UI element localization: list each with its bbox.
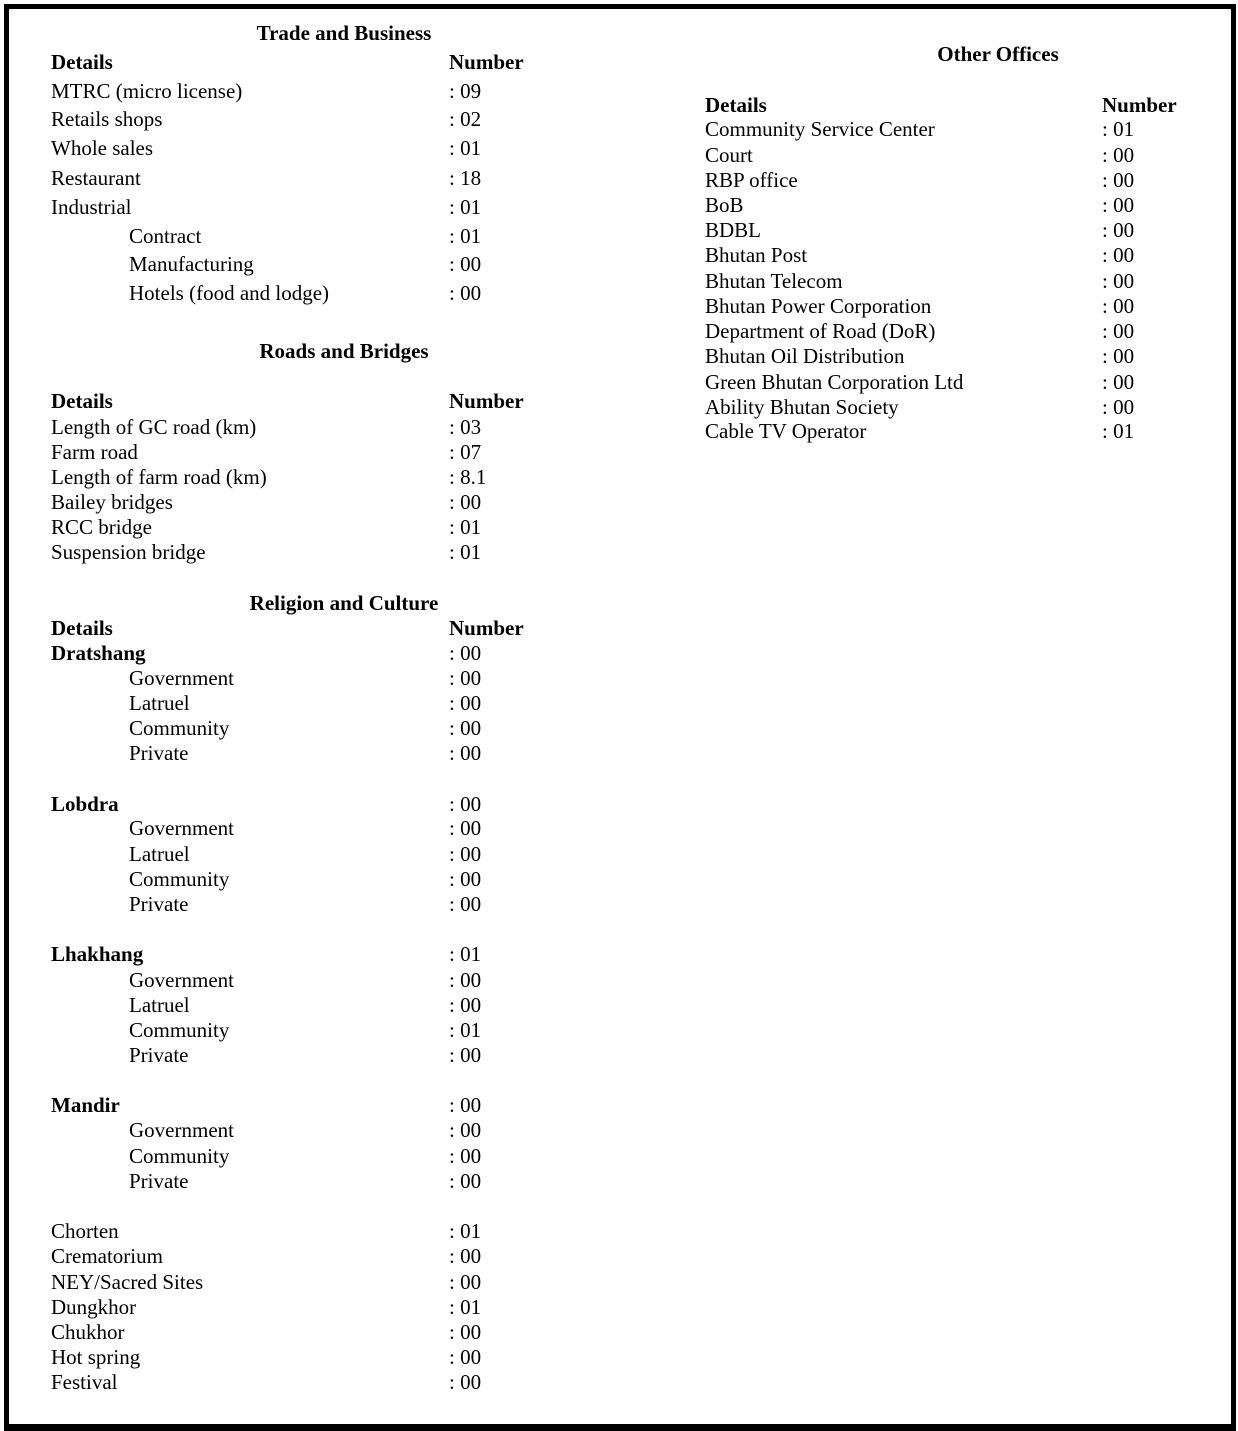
row-value: : 01 [449,1295,482,1319]
row-label: Dungkhor [51,1295,137,1319]
row-label: Community [129,1144,230,1168]
row-label: Lobdra [51,792,119,816]
row-value: : 00 [449,993,482,1017]
row-value: : 00 [449,1043,482,1067]
row-value: : 00 [449,691,482,715]
row-label: Government [129,1118,234,1142]
row-value: : 00 [449,1169,482,1193]
row-value: : 00 [449,842,482,866]
row-value: : 00 [1102,168,1135,192]
details-header: Details [51,389,113,413]
row-value: : 00 [449,741,482,765]
row-value: : 00 [449,252,482,276]
row-value: : 00 [1102,395,1135,419]
row-label: Ability Bhutan Society [705,395,899,419]
row-value: : 00 [449,716,482,740]
row-label: Farm road [51,440,138,464]
row-value: : 00 [449,641,482,665]
row-label: Industrial [51,195,132,219]
row-label: BoB [705,193,744,217]
row-label: Lhakhang [51,942,144,966]
row-value: : 01 [449,1018,482,1042]
row-label: Bhutan Post [705,243,808,267]
row-label: Whole sales [51,136,154,160]
row-label: Latruel [129,842,190,866]
row-value: : 02 [449,107,482,131]
row-value: : 00 [1102,370,1135,394]
row-label: Bhutan Power Corporation [705,294,932,318]
row-value: : 00 [1102,319,1135,343]
row-label: Dratshang [51,641,146,665]
row-label: Bhutan Oil Distribution [705,344,905,368]
details-header: Details [51,50,113,74]
row-value: : 00 [449,1144,482,1168]
row-value: : 00 [449,1118,482,1142]
details-header: Details [51,616,113,640]
row-value: : 01 [449,1219,482,1243]
row-value: : 01 [449,224,482,248]
number-header: Number [449,616,524,640]
row-value: : 00 [449,1345,482,1369]
row-label: RCC bridge [51,515,152,539]
row-value: : 00 [449,1093,482,1117]
row-value: : 00 [449,1370,482,1394]
offices-title: Other Offices [937,42,1059,66]
row-label: Private [129,1043,189,1067]
row-label: Latruel [129,993,190,1017]
row-label: Festival [51,1370,118,1394]
details-header: Details [705,93,767,117]
row-value: : 00 [1102,344,1135,368]
row-value: : 01 [1102,419,1135,443]
row-value: : 07 [449,440,482,464]
row-label: Green Bhutan Corporation Ltd [705,370,964,394]
row-value: : 00 [449,1244,482,1268]
row-label: Hot spring [51,1345,141,1369]
row-label: MTRC (micro license) [51,79,243,103]
row-label: Retails shops [51,107,163,131]
row-label: Community Service Center [705,117,935,141]
number-header: Number [449,389,524,413]
row-label: Chukhor [51,1320,125,1344]
row-value: : 00 [1102,243,1135,267]
row-value: : 00 [449,867,482,891]
row-label: Crematorium [51,1244,163,1268]
row-value: : 00 [1102,193,1135,217]
row-label: NEY/Sacred Sites [51,1270,204,1294]
row-value: : 00 [1102,218,1135,242]
row-value: : 01 [449,515,482,539]
row-label: Length of GC road (km) [51,415,257,439]
religion-title: Religion and Culture [249,591,439,615]
row-label: Community [129,867,230,891]
row-label: Private [129,892,189,916]
row-label: Suspension bridge [51,540,206,564]
row-value: : 01 [1102,117,1135,141]
row-value: : 00 [449,968,482,992]
row-value: : 01 [449,942,482,966]
row-value: : 00 [449,1270,482,1294]
row-label: Manufacturing [129,252,254,276]
row-label: Mandir [51,1093,120,1117]
number-header: Number [449,50,524,74]
row-value: : 00 [449,792,482,816]
row-label: Chorten [51,1219,119,1243]
row-label: Latruel [129,691,190,715]
row-label: Community [129,716,230,740]
row-value: : 01 [449,195,482,219]
row-label: Department of Road (DoR) [705,319,936,343]
row-label: Private [129,741,189,765]
row-value: : 09 [449,79,482,103]
row-label: BDBL [705,218,762,242]
row-value: : 03 [449,415,482,439]
row-label: Restaurant [51,166,141,190]
row-value: : 8.1 [449,465,487,489]
row-value: : 00 [449,892,482,916]
row-value: : 00 [449,1320,482,1344]
row-label: Bailey bridges [51,490,173,514]
row-label: Government [129,666,234,690]
row-label: Court [705,143,753,167]
row-value: : 00 [449,490,482,514]
row-label: Contract [129,224,202,248]
row-value: : 01 [449,540,482,564]
row-value: : 00 [1102,143,1135,167]
row-value: : 18 [449,166,482,190]
roads-title: Roads and Bridges [259,339,429,363]
number-header: Number [1102,93,1177,117]
row-label: Community [129,1018,230,1042]
row-value: : 00 [449,281,482,305]
row-value: : 00 [1102,269,1135,293]
row-value: : 01 [449,136,482,160]
row-label: Cable TV Operator [705,419,867,443]
row-label: Bhutan Telecom [705,269,843,293]
row-label: Hotels (food and lodge) [129,281,330,305]
row-label: RBP office [705,168,798,192]
row-value: : 00 [1102,294,1135,318]
row-label: Private [129,1169,189,1193]
trade-title: Trade and Business [256,21,432,45]
row-value: : 00 [449,666,482,690]
row-label: Government [129,816,234,840]
row-label: Government [129,968,234,992]
row-label: Length of farm road (km) [51,465,267,489]
row-value: : 00 [449,816,482,840]
